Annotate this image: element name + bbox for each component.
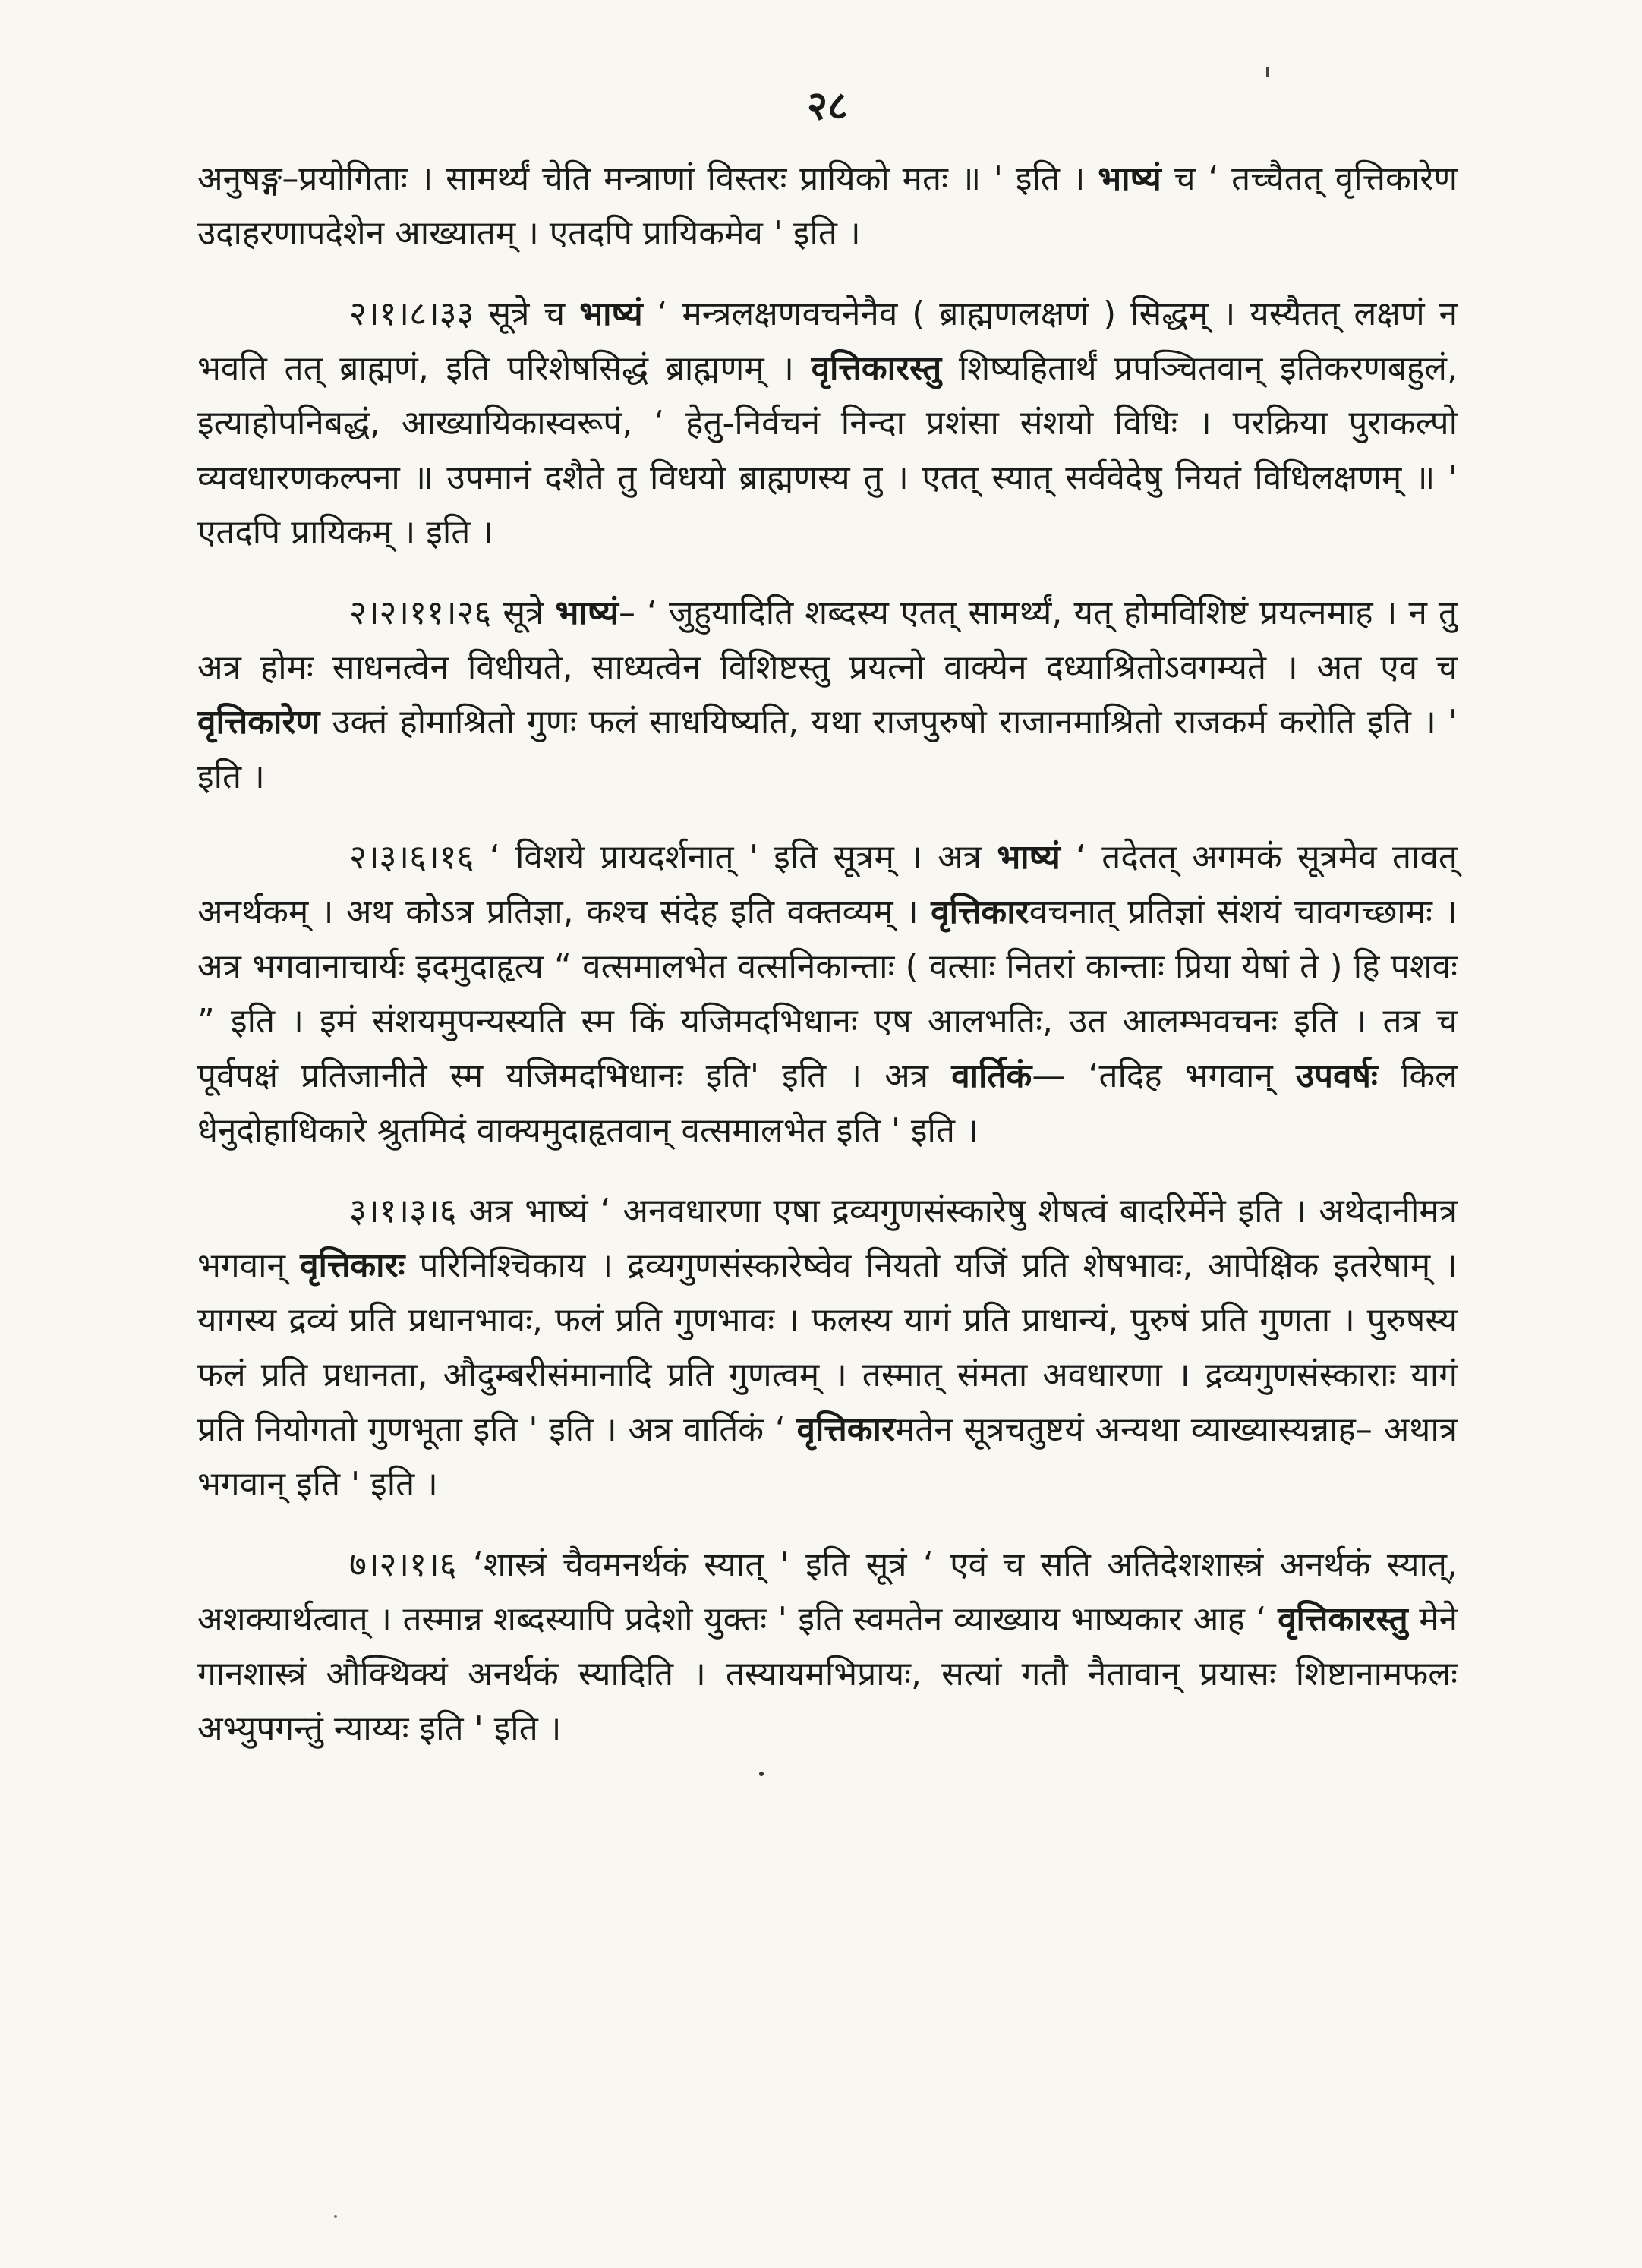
- paragraph-p4: [197, 830, 1458, 1158]
- text-segment: — ‘तदिह भगवान्: [1032, 1057, 1296, 1095]
- stray-dot-mark: [759, 1772, 764, 1776]
- bold-term: वार्तिकं: [951, 1057, 1032, 1095]
- text-segment: ७।२।१।६ ‘शास्त्रं चैवमनर्थकं स्यात् ' इति सूत्रं ‘ एवं च सति अतिदेशशास्त्रं अनर्थकं स्यात्, अशक्यार्थत्वात् । तस्मान्न शब्दस्यापि प्रदेशो युक्तः ' इति स्वमतेन व्याख्याय भाष्यकार आह ‘: [197, 1545, 1458, 1639]
- text-segment: मेने गानशास्त्रं औक्थिक्यं अनर्थकं स्यादिति । तस्यायमभिप्रायः, सत्यां गतौ नैतावान् प्रयासः शिष्टानामफलः अभ्युपगन्तुं न्याय्यः इति ' इति ।: [197, 1600, 1458, 1748]
- text-segment: ‘ मन्त्रलक्षणवचनेनैव ( ब्राह्मणलक्षणं ) सिद्धम् । यस्यैतत् लक्षणं न भवति तत् ब्राह्मणं, इति परिशेषसिद्धं ब्राह्मणम् ।: [197, 295, 1458, 388]
- paragraph-p2: [197, 287, 1458, 560]
- text-segment: मतेन सूत्रचतुष्टयं अन्यथा व्याख्यास्यन्नाह– अथात्र भगवान् इति ' इति ।: [197, 1410, 1458, 1504]
- text-segment: किल धेनुदोहाधिकारे श्रुतमिदं वाक्यमुदाहृतवान् वत्समालभेत इति ' इति ।: [197, 1057, 1458, 1150]
- text-segment: परिनिश्चिकाय । द्रव्यगुणसंस्कारेष्वेव नियतो यजिं प्रति शेषभावः, आपेक्षिक इतरेषाम् । यागस्य द्रव्यं प्रति प्रधानभावः, फलं प्रति गुणभावः । फलस्य यागं प्रति प्राधान्यं, पुरुषं प्रति गुणता । पुरुषस्य फलं प्रति प्रधानता, औदुम्बरीसंमानादि प्रति गुणत्वम् । तस्मात् संमता अवधारणा । द्रव्यगुणसंस्काराः यागं प्रति नियोगतो गुणभूता इति ' इति । अत्र वार्तिकं ‘: [197, 1246, 1458, 1449]
- text-segment: २।३।६।१६ ‘ विशये प्रायदर्शनात् ' इति सूत्रम् । अत्र: [349, 838, 997, 877]
- stray-dot-mark-bottom: [334, 2215, 337, 2218]
- bold-term: वृत्तिकारः: [300, 1246, 405, 1285]
- text-segment: च ‘ तच्चैतत् वृत्तिकारेण उदाहरणापदेशेन आख्यातम् । एतदपि प्रायिकमेव ' इति ।: [197, 159, 1458, 253]
- body-text: [197, 152, 1458, 1756]
- text-segment: – ‘ जुहुयादिति शब्दस्य एतत् सामर्थ्यं, यत् होमविशिष्टं प्रयत्नमाह । न तु अत्र होमः साधनत्वेन विधीयते, साध्यत्वेन विशिष्टस्तु प्रयत्नो वाक्येन दध्याश्रितोऽवगम्यते । अत एव च: [197, 594, 1458, 687]
- paragraph-p6: [197, 1538, 1458, 1756]
- bold-term: वृत्तिकारेण: [197, 703, 320, 742]
- bold-term: वृत्तिकार: [796, 1410, 895, 1449]
- document-page: [197, 83, 1458, 2224]
- bold-term: भाष्यं: [997, 838, 1061, 877]
- paragraph-p3: [197, 586, 1458, 805]
- bold-term: भाष्यं: [555, 594, 619, 632]
- page-number: २८: [806, 83, 849, 129]
- bold-term: भाष्यं: [1098, 159, 1161, 198]
- text-segment: ३।१।३।६ अत्र भाष्यं ‘ अनवधारणा एषा द्रव्यगुणसंस्कारेषु शेषत्वं बादरिर्मेने इति । अथेदानीमत्र भगवान्: [197, 1192, 1458, 1285]
- paragraph-p5: [197, 1184, 1458, 1512]
- text-segment: उक्तं होमाश्रितो गुणः फलं साधयिष्यति, यथा राजपुरुषो राजानमाश्रितो राजकर्म करोति इति । ' इति ।: [197, 703, 1458, 796]
- text-segment: वचनात् प्रतिज्ञां संशयं चावगच्छामः । अत्र भगवानाचार्यः इदमुदाहृत्य “ वत्समालभेत वत्सनिकान्ताः ( वत्साः नितरां कान्ताः प्रिया येषां ते ) हि पशवः ” इति । इमं संशयमुपन्यस्यति स्म किं यजिमदभिधानः एष आलभतिः, उत आलम्भवचनः इति । तत्र च पूर्वपक्षं प्रतिजानीते स्म यजिमदभिधानः इति' इति । अत्र: [197, 893, 1458, 1095]
- text-segment: ‘ तदेतत् अगमकं सूत्रमेव तावत् अनर्थकम् । अथ कोऽत्र प्रतिज्ञा, कश्च संदेह इति वक्तव्यम् ।: [197, 838, 1458, 931]
- bold-term: भाष्यं: [579, 295, 643, 333]
- bold-term: वृत्तिकार: [931, 893, 1029, 931]
- bold-term: उपवर्षः: [1295, 1057, 1378, 1095]
- text-segment: अनुषङ्ग–प्रयोगिताः । सामर्थ्यं चेति मन्त्राणां विस्तरः प्रायिको मतः ॥ ' इति ।: [197, 159, 1098, 198]
- margin-tick-mark: [1266, 67, 1269, 77]
- paragraph-p1: [197, 152, 1458, 261]
- text-segment: २।२।११।२६ सूत्रे: [349, 594, 556, 632]
- bold-term: वृत्तिकारस्तु: [1278, 1600, 1408, 1639]
- text-segment: २।१।८।३३ सूत्रे च: [349, 295, 580, 333]
- text-segment: शिष्यहितार्थं प्रपञ्चितवान् इतिकरणबहुलं, इत्याहोपनिबद्धं, आख्यायिकास्वरूपं, ‘ हेतु-निर्वचनं निन्दा प्रशंसा संशयो विधिः । परक्रिया पुराकल्पो व्यवधारणकल्पना ॥ उपमानं दशैते तु विधयो ब्राह्मणस्य तु । एतत् स्यात् सर्ववेदेषु नियतं विधिलक्षणम् ॥ ' एतदपि प्रायिकम् । इति ।: [197, 349, 1458, 552]
- bold-term: वृत्तिकारस्तु: [811, 349, 942, 388]
